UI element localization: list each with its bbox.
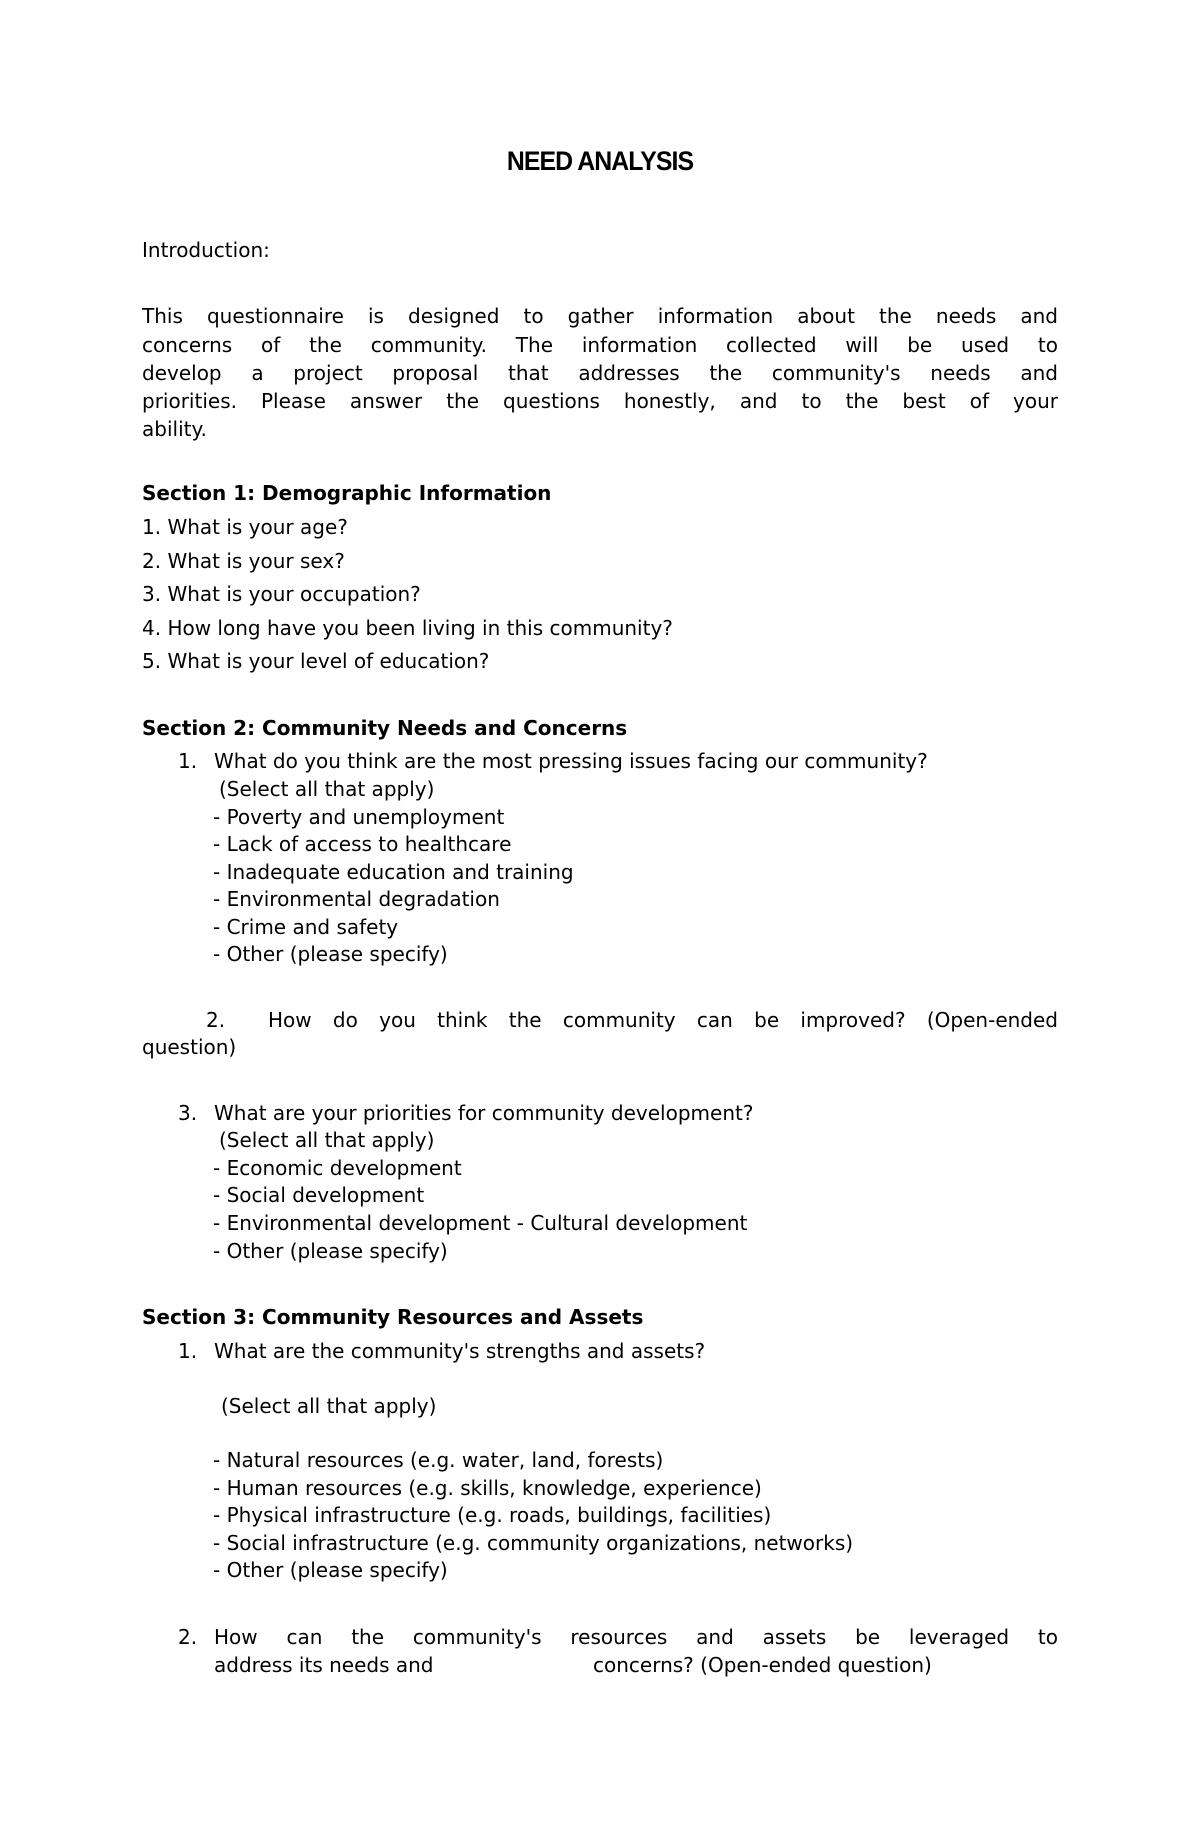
option: - Social infrastructure (e.g. community organizations, networks) (213, 1531, 854, 1555)
question-note: (Select all that apply) (219, 1128, 435, 1152)
question: How do you think the community can be improved? (Open-ended (268, 1008, 1058, 1032)
option: - Lack of access to healthcare (213, 832, 512, 856)
question-continued: concerns? (Open-ended question) (593, 1653, 932, 1677)
option: - Poverty and unemployment (213, 805, 505, 829)
option: - Natural resources (e.g. water, land, forests) (213, 1448, 664, 1472)
question: 4. How long have you been living in this community? (142, 616, 673, 640)
question-note: (Select all that apply) (219, 777, 435, 801)
option: - Other (please specify) (213, 1239, 448, 1263)
option: - Human resources (e.g. skills, knowledge, experience) (213, 1476, 762, 1500)
option: - Other (please specify) (213, 1558, 448, 1582)
question-continued: question) (142, 1035, 237, 1059)
intro-label: Introduction: (142, 238, 270, 262)
option: - Environmental development - Cultural development (213, 1211, 748, 1235)
question-number: 1. (178, 749, 198, 773)
question: How can the community's resources and assets be leveraged to (214, 1625, 1058, 1649)
question-number: 2. (206, 1008, 226, 1032)
question: 1. What is your age? (142, 515, 348, 539)
option: - Inadequate education and training (213, 860, 574, 884)
question: 5. What is your level of education? (142, 649, 490, 673)
option: - Economic development (213, 1156, 462, 1180)
question: What are your priorities for community development? (214, 1101, 754, 1125)
intro-line: priorities. Please answer the questions honestly, and to the best of your (142, 389, 1058, 413)
option: - Other (please specify) (213, 942, 448, 966)
question-number: 1. (178, 1339, 198, 1363)
section-heading: Section 1: Demographic Information (142, 481, 552, 505)
question: 3. What is your occupation? (142, 582, 421, 606)
option: - Social development (213, 1183, 425, 1207)
question: What do you think are the most pressing issues facing our community? (214, 749, 928, 773)
section-heading: Section 2: Community Needs and Concerns (142, 716, 628, 740)
question-number: 3. (178, 1101, 198, 1125)
question: 2. What is your sex? (142, 549, 345, 573)
intro-line: ability. (142, 417, 207, 441)
question-note: (Select all that apply) (221, 1394, 437, 1418)
intro-line: This questionnaire is designed to gather information about the needs and (142, 304, 1058, 328)
option: - Physical infrastructure (e.g. roads, buildings, facilities) (213, 1503, 772, 1527)
intro-line: concerns of the community. The information collected will be used to (142, 333, 1058, 357)
question-number: 2. (178, 1625, 198, 1649)
page-title: NEED ANALYSIS (506, 146, 694, 176)
section-heading: Section 3: Community Resources and Assets (142, 1305, 644, 1329)
question-continued: address its needs and (214, 1653, 434, 1677)
question: What are the community's strengths and assets? (214, 1339, 706, 1363)
option: - Crime and safety (213, 915, 399, 939)
intro-line: develop a project proposal that addresses the community's needs and (142, 361, 1058, 385)
option: - Environmental degradation (213, 887, 500, 911)
